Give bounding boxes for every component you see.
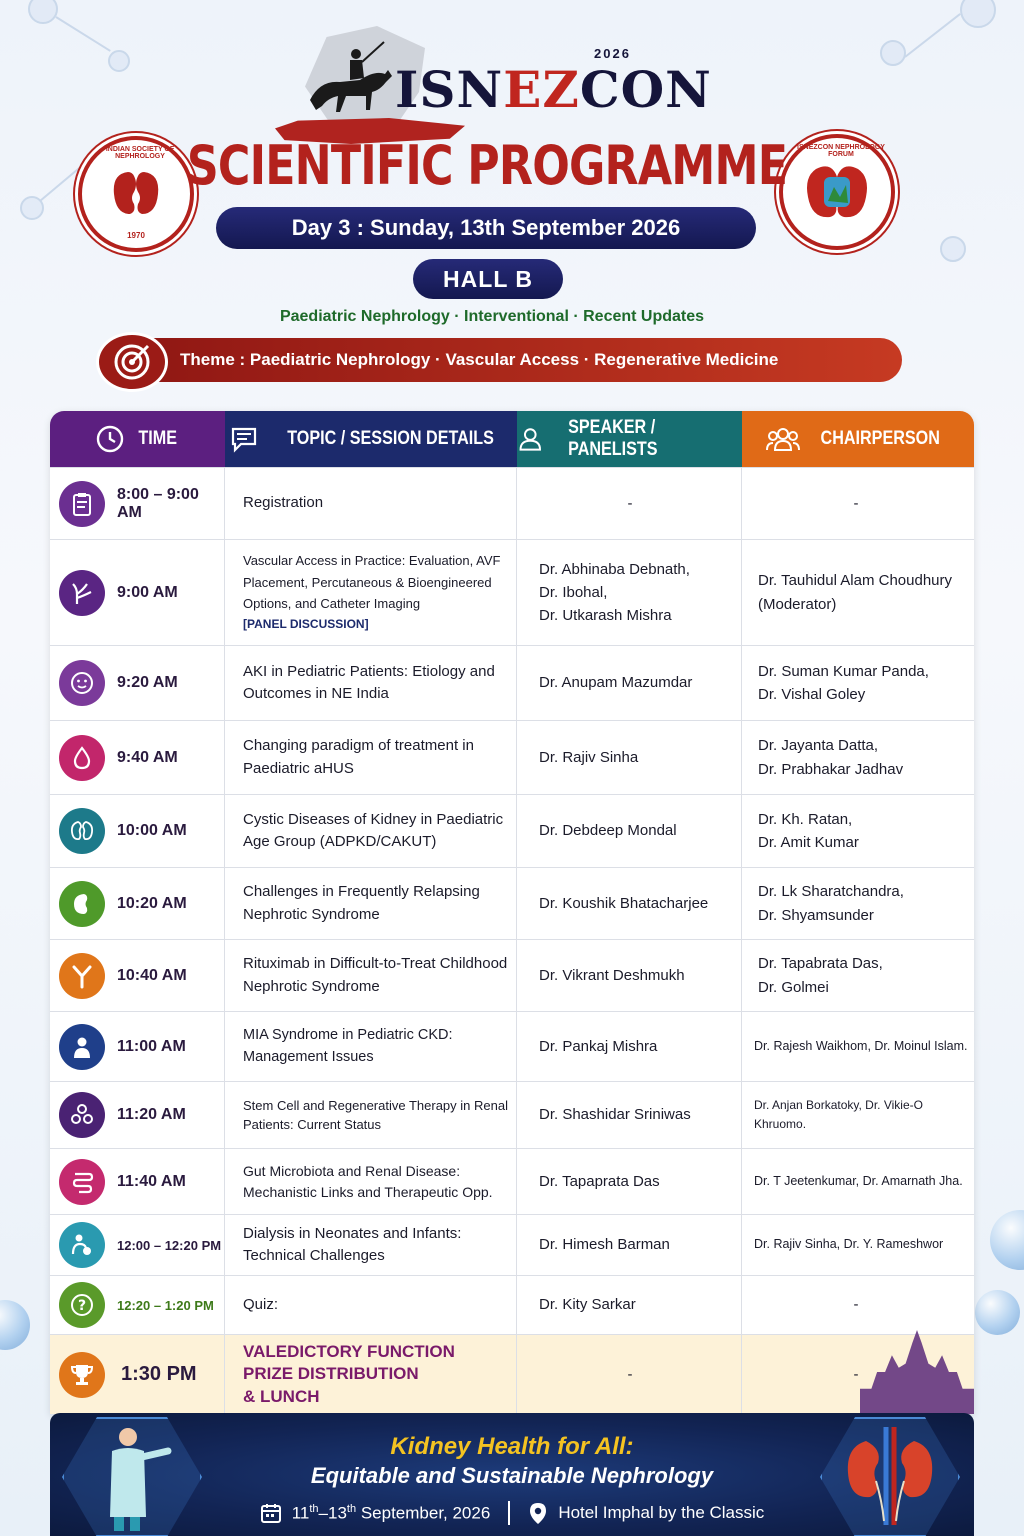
session-chair: Dr. Tauhidul Alam Choudhury (Moderator) [758,572,953,613]
tracks-subtitle: Paediatric Nephrology · Interventional · Recent Updates [279,308,705,325]
table-row [50,720,974,794]
session-topic: Stem Cell and Regenerative Therapy in Renal Patients: Current Status [225,1082,517,1148]
session-topic: Quiz: [225,1276,517,1334]
session-topic: Challenges in Frequently Relapsing Nephrotic Syndrome [225,868,517,939]
theme-text: Theme : Paediatric Nephrology · Vascular Access · Regenerative Medicine [180,350,779,369]
session-speaker: Dr. Debdeep Mondal [517,795,742,867]
table-row [50,867,974,939]
session-speaker: Dr. Shashidar Sriniwas [517,1082,742,1148]
session-topic: Vascular Access in Practice: Evaluation, AVF Placement, Percutaneous & Bioengineered Options, and Catheter Imaging [243,553,501,612]
molecule-decoration [940,236,966,262]
session-time: 11:00 AM [117,1037,186,1055]
footer-banner [50,1413,974,1536]
blood-drop-icon [59,735,105,781]
session-chair: - [853,1365,859,1383]
session-topic: Registration [225,468,517,539]
clipboard-icon [59,481,105,527]
session-time: 11:20 AM [117,1106,186,1123]
session-time: 1:30 PM [121,1363,197,1385]
person-icon [517,424,544,454]
footer-info [50,1501,974,1525]
session-time: 9:20 AM [117,674,178,691]
session-topic: MIA Syndrome in Pediatric CKD: Management Issues [225,1012,517,1081]
molecule-decoration [28,0,58,24]
logo-year: 2026 [594,46,631,61]
session-speaker: - [627,1365,633,1383]
session-speaker: Dr. Koushik Bhatacharjee [517,868,742,939]
event-dates: 11th–13th September, 2026 [291,1502,491,1523]
session-speaker: Dr. Pankaj Mishra [517,1012,742,1081]
session-topic: Changing paradigm of treatment in Paediatric aHUS [225,721,517,794]
molecule-decoration [960,0,996,28]
day-banner: Day 3 : Sunday, 13th September 2026 [216,207,756,249]
event-logo: ISNEZCON [395,60,712,119]
group-icon [766,424,800,454]
session-chair: Dr. Kh. Ratan, Dr. Amit Kumar [758,810,859,851]
event-venue: Hotel Imphal by the Classic [558,1503,765,1522]
footer-subtitle: Equitable and Sustainable Nephrology [310,1463,714,1488]
session-time: 10:40 AM [117,966,187,984]
clock-icon [95,424,125,454]
session-time: 10:00 AM [117,822,187,839]
seal-year: 1970 [127,231,145,240]
cells-icon [59,1092,105,1138]
question-icon [59,1282,105,1328]
session-speaker: Dr. Himesh Barman [517,1215,742,1275]
intestine-icon [59,1159,105,1205]
bubble-decoration [990,1210,1024,1270]
table-row [50,939,974,1011]
seal-text: INDIAN SOCIETY OF NEPHROLOGY [105,146,175,160]
table-header [50,411,974,467]
session-chair: Dr. Lk Sharatchandra, Dr. Shyamsunder [758,883,904,924]
time-column-header: TIME [50,411,225,467]
location-pin-icon [528,1501,548,1525]
patient-icon [59,1024,105,1070]
session-chair: Dr. T Jeetenkumar, Dr. Amarnath Jha. [754,1173,963,1188]
trophy-icon [59,1352,105,1398]
session-topic: Gut Microbiota and Renal Disease: Mechanistic Links and Therapeutic Opp. [225,1149,517,1214]
molecule-decoration [108,50,130,72]
kidneys-icon [59,808,105,854]
speaker-column-header: SPEAKER / PANELISTS [517,411,742,467]
final-line-2: PRIZE DISTRIBUTION [243,1364,419,1384]
hall-badge: HALL B [413,259,563,299]
divider [508,1501,510,1525]
session-time: 11:40 AM [117,1172,186,1190]
session-time: 10:20 AM [117,894,187,912]
bubble-decoration [975,1290,1020,1335]
session-speaker: - [627,494,633,512]
table-row [50,794,974,867]
session-topic: AKI in Pediatric Patients: Etiology and Outcomes in NE India [225,646,517,720]
polo-player-icon [300,40,400,120]
session-speaker: Dr. Rajiv Sinha [517,721,742,794]
table-row [50,1081,974,1148]
table-row [50,1275,974,1334]
bubble-decoration [0,1300,30,1350]
topic-column-header: TOPIC / SESSION DETAILS [225,411,517,467]
table-row [50,1011,974,1081]
chair-column-header: CHAIRPERSON [742,411,974,467]
chat-icon [229,424,259,454]
session-tag: [PANEL DISCUSSION] [243,616,369,631]
vessel-icon [59,570,105,616]
target-icon [96,332,168,392]
table-row [50,1214,974,1275]
session-chair: Dr. Tapabrata Das, Dr. Golmei [758,955,883,996]
page-title: SCIENTIFIC PROGRAMME [186,134,788,197]
calendar-icon [260,1502,282,1524]
child-face-icon [59,660,105,706]
session-speaker: Dr. Vikrant Deshmukh [517,940,742,1011]
svg-text:?: ? [77,1298,87,1314]
table-row [50,467,974,539]
session-topic: Rituximab in Difficult-to-Treat Childhood Nephrotic Syndrome [225,940,517,1011]
table-row [50,645,974,720]
session-chair: Dr. Rajiv Sinha, Dr. Y. Rameshwor [754,1237,944,1252]
session-chair: Dr. Rajesh Waikhom, Dr. Moinul Islam. [754,1038,968,1053]
session-time: 12:00 – 12:20 PM [117,1237,222,1253]
session-chair: Dr. Anjan Borkatoky, Dr. Vikie-O Khruomo. [754,1098,923,1131]
kidney-icon [59,881,105,927]
session-topic: Dialysis in Neonates and Infants: Technical Challenges [225,1215,517,1275]
session-time: 9:40 AM [117,748,178,766]
session-chair: - [853,1296,859,1314]
session-chair: - [853,494,859,512]
session-time: 9:00 AM [117,583,178,601]
session-time: 8:00 – 9:00 AM [117,485,199,521]
table-row [50,1148,974,1214]
session-time: 12:20 – 1:20 PM [117,1297,214,1313]
mother-baby-icon [59,1222,105,1268]
seal-text: ISNEZCON NEPHROLOGY FORUM [797,144,885,158]
final-line-1: VALEDICTORY FUNCTION [243,1342,455,1362]
session-chair: Dr. Suman Kumar Panda, Dr. Vishal Goley [758,662,929,703]
session-chair: Dr. Jayanta Datta, Dr. Prabhakar Jadhav [758,737,904,778]
session-speaker: Dr. Kity Sarkar [517,1276,742,1334]
session-speaker: Dr. Abhinaba Debnath, Dr. Ibohal, Dr. Utkarash Mishra [517,540,742,645]
footer-title: Kidney Health for All: [390,1433,634,1460]
programme-table [50,411,974,1414]
table-row-final [50,1334,974,1414]
final-line-3: & LUNCH [243,1386,320,1406]
session-topic: Cystic Diseases of Kidney in Paediatric Age Group (ADPKD/CAKUT) [225,795,517,867]
session-speaker: Dr. Anupam Mazumdar [517,646,742,720]
molecule-decoration [880,40,906,66]
session-speaker: Dr. Tapaprata Das [517,1149,742,1214]
table-row [50,539,974,645]
antibody-icon [59,953,105,999]
theme-banner [112,338,902,382]
